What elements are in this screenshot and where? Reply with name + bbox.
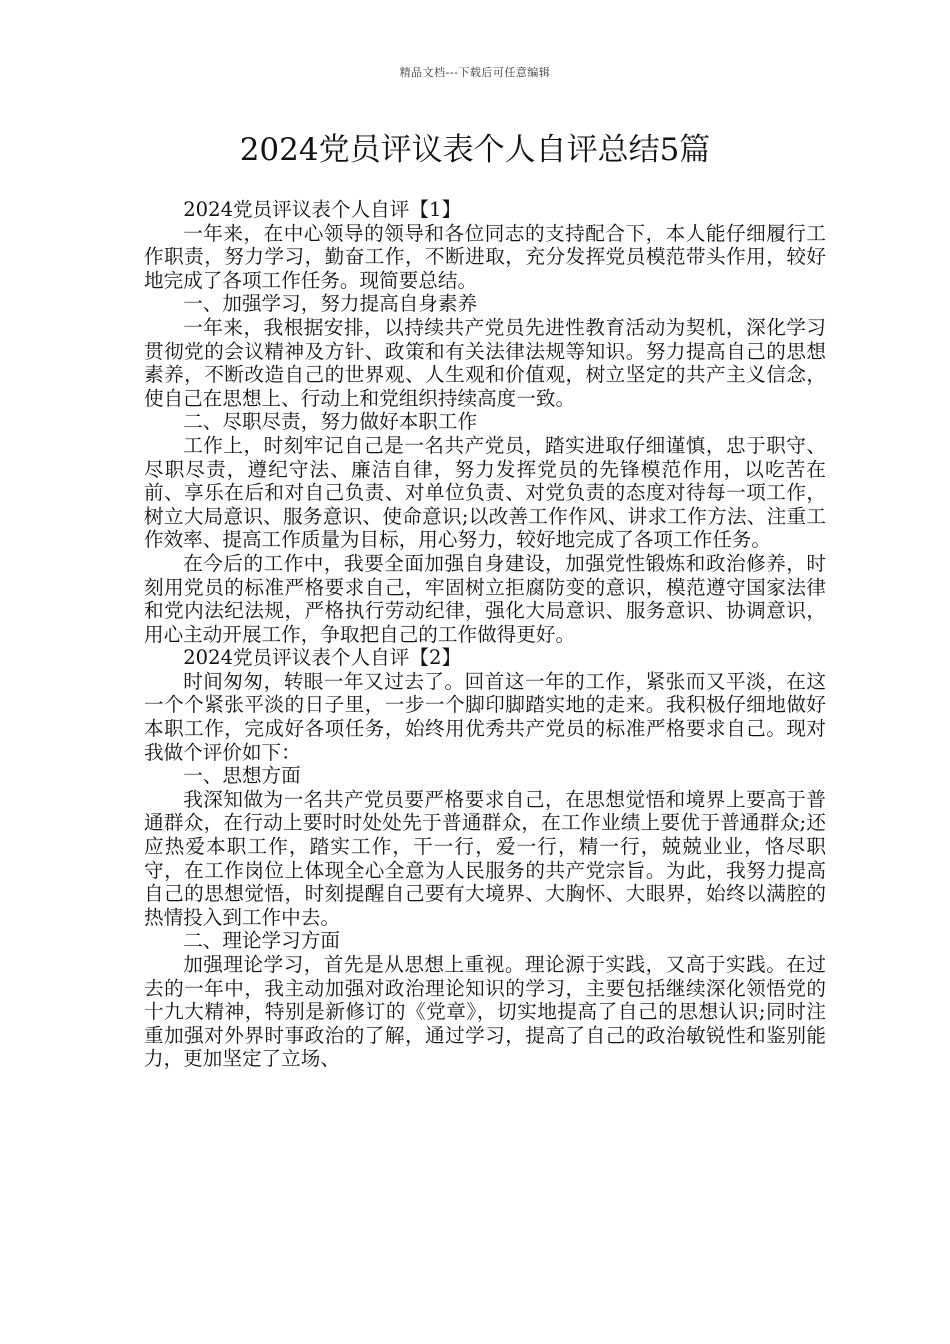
section-heading-2: 2024党员评议表个人自评【2】 xyxy=(183,646,462,670)
document-body xyxy=(144,198,826,1071)
body-paragraph: 工作上，时刻牢记自己是一名共产党员，踏实进取仔细谨慎，忠于职守、尽职尽责，遵纪守法、廉洁自律，努力发挥党员的先锋模范作用，以吃苦在前、享乐在后和对自己负责、对单位负责、对党负责的态度对待每一项工作，树立大局意识、服务意识、使命意识;以改善工作作风、讲求工作方法、注重工作效率、提高工作质量为目标，用心努力，较好地完成了各项工作任务。 xyxy=(144,433,826,552)
document-title: 2024党员评议表个人自评总结5篇 xyxy=(239,132,711,168)
subheading: 一、加强学习，努力提高自身素养 xyxy=(183,292,478,316)
body-paragraph: 一年来，在中心领导的领导和各位同志的支持配合下，本人能仔细履行工作职责，努力学习，勤奋工作，不断进取，充分发挥党员模范带头作用，较好地完成了各项工作任务。现简要总结。 xyxy=(144,221,826,292)
subheading: 一、思想方面 xyxy=(183,764,301,788)
section-heading-1: 2024党员评议表个人自评【1】 xyxy=(183,198,462,221)
subheading: 二、理论学习方面 xyxy=(183,929,340,953)
body-paragraph: 在今后的工作中，我要全面加强自身建设，加强党性锻炼和政治修养，时刻用党员的标准严格要求自己，牢固树立拒腐防变的意识，模范遵守国家法律和党内法纪法规，严格执行劳动纪律，强化大局意识、服务意识、协调意识，用心主动开展工作，争取把自己的工作做得更好。 xyxy=(144,551,826,646)
body-paragraph: 我深知做为一名共产党员要严格要求自己，在思想觉悟和境界上要高于普通群众，在行动上要时时处处先于普通群众，在工作业绩上要优于普通群众;还应热爱本职工作，踏实工作，干一行，爱一行，精一行，兢兢业业，恪尽职守，在工作岗位上体现全心全意为人民服务的共产党宗旨。为此，我努力提高自己的思想觉悟，时刻提醒自己要有大境界、大胸怀、大眼界，始终以满腔的热情投入到工作中去。 xyxy=(144,787,826,929)
subheading: 二、尽职尽责，努力做好本职工作 xyxy=(183,410,478,434)
body-paragraph: 时间匆匆，转眼一年又过去了。回首这一年的工作，紧张而又平淡，在这一个个紧张平淡的日子里，一步一个脚印脚踏实地的走来。我积极仔细地做好本职工作，完成好各项任务，始终用优秀共产党员的标准严格要求自己。现对我做个评价如下： xyxy=(144,669,826,764)
body-paragraph: 加强理论学习，首先是从思想上重视。理论源于实践，又高于实践。在过去的一年中，我主动加强对政治理论知识的学习，主要包括继续深化领悟党的十九大精神，特别是新修订的《党章》，切实地提高了自己的思想认识;同时注重加强对外界时事政治的了解，通过学习，提高了自己的政治敏锐性和鉴别能力，更加坚定了立场、 xyxy=(144,953,826,1071)
body-paragraph: 一年来，我根据安排，以持续共产党员先进性教育活动为契机，深化学习贯彻党的会议精神及方针、政策和有关法律法规等知识。努力提高自己的思想素养，不断改造自己的世界观、人生观和价值观，树立坚定的共产主义信念，使自己在思想上、行动上和党组织持续高度一致。 xyxy=(144,315,826,410)
header-note: 精品文档---下载后可任意编辑 xyxy=(399,66,551,79)
